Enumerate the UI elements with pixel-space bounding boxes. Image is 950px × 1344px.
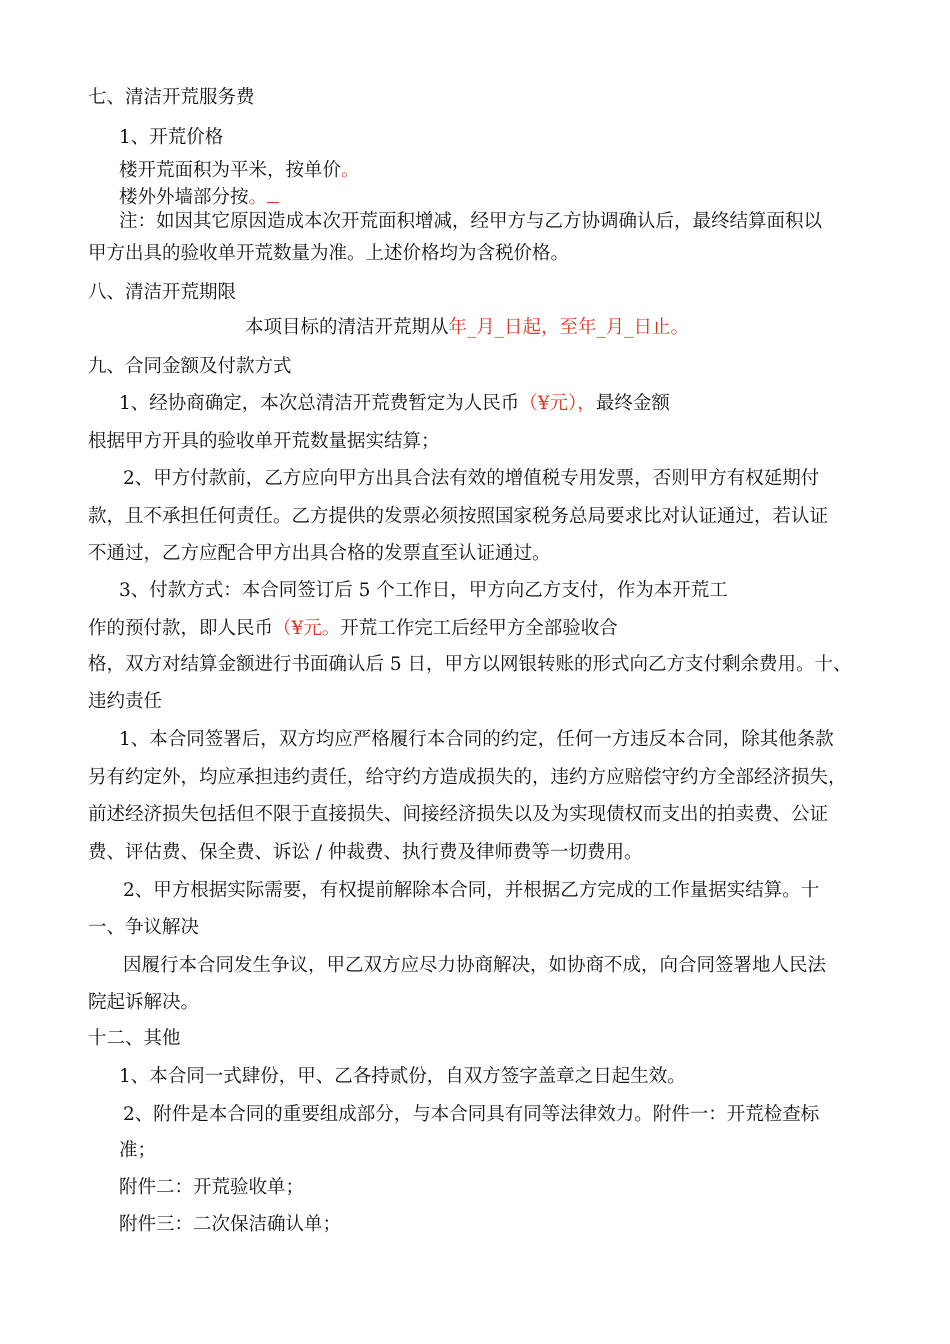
payment-line-4: 违约责任 [88,691,163,712]
payment-line-3: 格，双方对结算金额进行书面确认后 5 日，甲方以网银转账的形式向乙方支付剩余费用。十、 [88,654,852,675]
amount-text: 1、经协商确定，本次总清洁开荒费暂定为人民币 [119,393,520,414]
section-9-heading: 九、合同金额及付款方式 [88,356,292,377]
wall-price-end: 。 [248,187,268,208]
termination-line-2: 一、争议解决 [88,917,200,938]
invoice-line-3: 不通过，乙方应配合甲方出具合格的发票直至认证通过。 [88,543,551,564]
payment-line-1: 3、付款方式：本合同签订后 5 个工作日，甲方向乙方支付，作为本开荒工 [119,580,728,601]
liability-line-2: 另有约定外，均应承担违约责任，给守约方造成损失的，违约方应赔偿守约方全部经济损失， [88,767,847,788]
amount-final: 最终金额 [595,393,670,414]
blank-underline [267,186,279,203]
section-8-heading: 八、清洁开荒期限 [88,282,237,303]
area-price-line [119,159,360,183]
liability-line-3: 前述经济损失包括但不限于直接损失、间接经济损失以及为实现债权而支出的拍卖费、公证 [88,804,829,825]
invoice-line-1: 2、甲方付款前，乙方应向甲方出具合法有效的增值税专用发票，否则甲方有权延期付 [123,468,820,489]
attachments-line-1: 2、附件是本合同的重要组成部分，与本合同具有同等法律效力。附件一：开荒检查标 [123,1104,820,1125]
note-line-1: 注：如因其它原因造成本次开荒面积增减，经甲方与乙方协调确认后，最终结算面积以 [119,211,823,232]
wall-price-text: 楼外外墙部分按 [119,187,249,208]
area-price-end: 。 [341,160,360,181]
period-text: 本项目标的清洁开荒期从 [245,317,449,338]
period-dates: 年_月_日起，至年_月_日止。 [448,317,690,338]
section-12-heading: 十二、其他 [88,1028,181,1049]
prepay-text: 作的预付款，即人民币 [88,618,274,639]
note-line-2: 甲方出具的验收单开荒数量为准。上述价格均为含税价格。 [88,243,570,264]
liability-line-4: 费、评估费、保全费、诉讼 / 仲裁费、执行费及律师费等一切费用。 [88,842,643,863]
wall-price-line [119,186,279,210]
amount-value: （¥元）， [519,393,596,414]
area-price-text: 楼开荒面积为平米，按单价 [119,160,342,181]
pricing-subheading: 1、开荒价格 [119,127,224,148]
attachment-2: 附件二：开荒验收单； [119,1177,305,1198]
prepay-rest: 开荒工作完工后经甲方全部验收合 [340,618,618,639]
copies-line: 1、本合同一式肆份，甲、乙各持贰份，自双方签字盖章之日起生效。 [119,1066,686,1087]
termination-line-1: 2、甲方根据实际需要，有权提前解除本合同，并根据乙方完成的工作量据实结算。十 [123,880,820,901]
payment-line-2 [88,617,618,641]
attachments-line-2: 准； [119,1140,157,1161]
attachment-3: 附件三：二次保洁确认单； [119,1214,342,1235]
amount-line-1 [119,392,670,416]
amount-line-2: 根据甲方开具的验收单开荒数量据实结算； [88,431,440,452]
liability-line-1: 1、本合同签署后，双方均应严格履行本合同的约定，任何一方违反本合同，除其他条款 [119,729,834,750]
invoice-line-2: 款，且不承担任何责任。乙方提供的发票必须按照国家税务总局要求比对认证通过，若认证 [88,506,829,527]
section-7-heading: 七、清洁开荒服务费 [88,87,255,108]
dispute-line-2: 院起诉解决。 [88,992,200,1013]
dispute-line-1: 因履行本合同发生争议，甲乙双方应尽力协商解决，如协商不成，向合同签署地人民法 [123,955,827,976]
period-line [245,316,689,340]
prepay-amount: （¥元。 [273,618,341,639]
